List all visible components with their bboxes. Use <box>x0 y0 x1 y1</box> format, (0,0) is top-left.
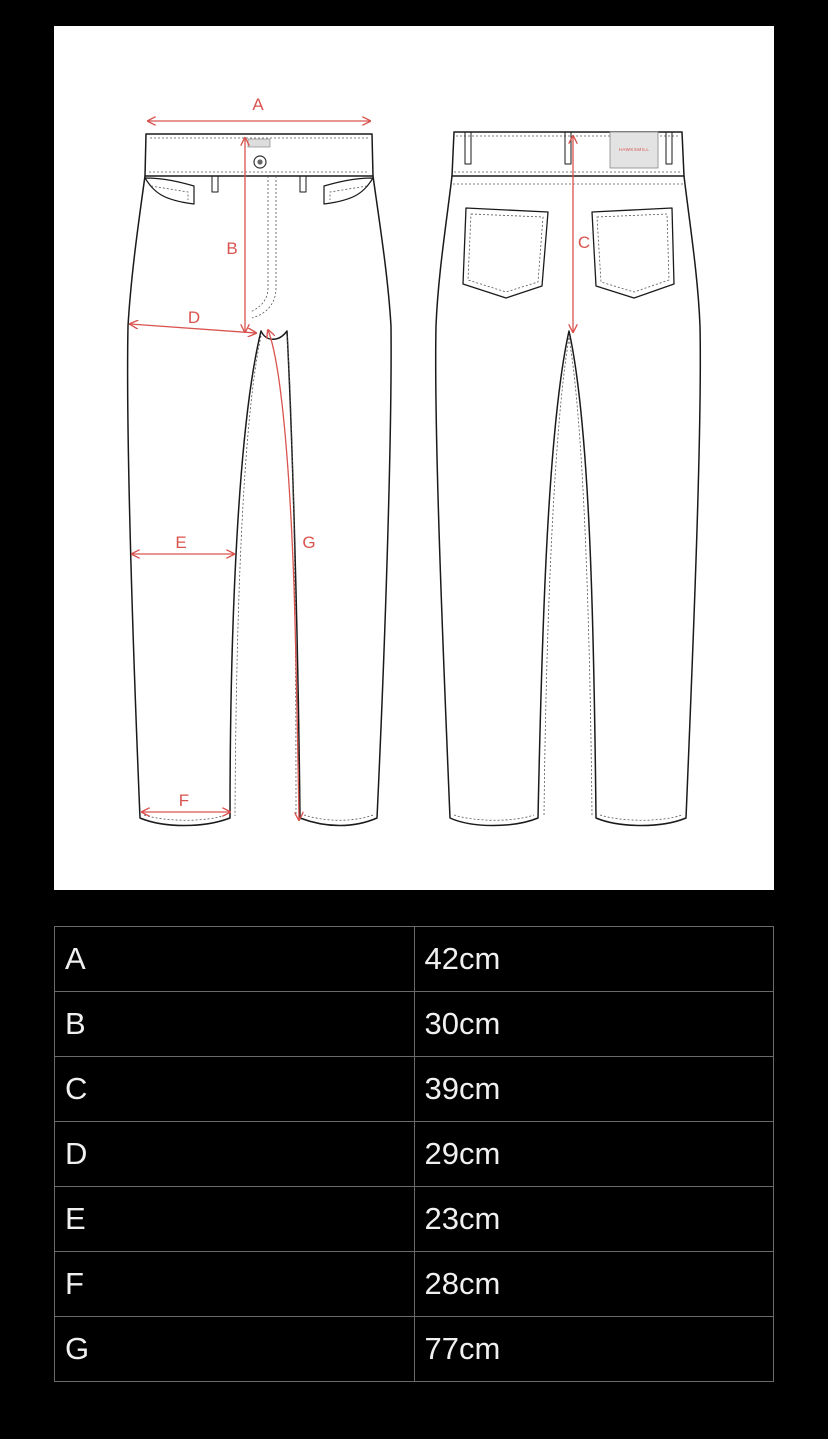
measure-value: 30cm <box>414 992 774 1057</box>
measure-key: G <box>55 1317 415 1382</box>
size-table <box>54 926 774 1382</box>
table-row <box>55 1252 774 1317</box>
table-row <box>55 992 774 1057</box>
measurement-c <box>573 136 590 332</box>
brand-label: HAWKSMILL <box>618 147 650 152</box>
measurement-d <box>130 308 256 333</box>
table-row <box>55 1122 774 1187</box>
measure-value: 39cm <box>414 1057 774 1122</box>
label-e: E <box>175 533 187 552</box>
measurement-b <box>226 138 245 332</box>
jeans-measurement-diagram <box>54 26 774 890</box>
measure-value: 42cm <box>414 927 774 992</box>
measure-key: B <box>55 992 415 1057</box>
jeans-back-view <box>436 132 701 826</box>
measurement-g <box>268 330 316 820</box>
table-row <box>55 1317 774 1382</box>
table-row <box>55 927 774 992</box>
label-g: G <box>302 533 316 552</box>
measure-value: 28cm <box>414 1252 774 1317</box>
measure-key: C <box>55 1057 415 1122</box>
measure-key: D <box>55 1122 415 1187</box>
measure-key: F <box>55 1252 415 1317</box>
table-row <box>55 1187 774 1252</box>
table-row <box>55 1057 774 1122</box>
measure-value: 23cm <box>414 1187 774 1252</box>
measurement-a <box>148 95 370 121</box>
jeans-front-view <box>128 134 391 826</box>
measure-key: A <box>55 927 415 992</box>
label-b: B <box>226 239 238 258</box>
label-d: D <box>187 308 201 327</box>
measurement-f <box>142 791 230 812</box>
measurement-e <box>132 533 234 554</box>
measure-value: 77cm <box>414 1317 774 1382</box>
label-c: C <box>577 233 591 252</box>
label-f: F <box>178 791 190 810</box>
measure-key: E <box>55 1187 415 1252</box>
label-a: A <box>252 95 264 114</box>
measure-value: 29cm <box>414 1122 774 1187</box>
